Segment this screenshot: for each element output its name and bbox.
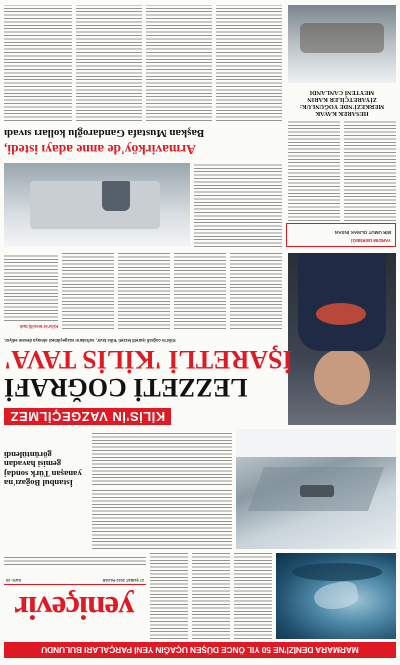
seabed-article: [150, 553, 272, 639]
hesarek-headline: HESAREK KAVAK MERKEZİ'NDE YOĞUNLUK: ZİYARETÇİLER KARIN MEYTENİ CANLANDI: [299, 89, 385, 117]
bosphorus-article: [4, 429, 232, 549]
top-banner-headline: MARMARA DENİZİ'NE 50 YIL ÖNCE DÜŞEN UÇAĞIN YENİ PARÇALARI BULUNDU: [41, 645, 359, 655]
main-story: [4, 253, 396, 425]
hesarek-photo: [288, 5, 396, 83]
main-headline-line1: LEZZETİ COĞRAFİ: [4, 373, 248, 402]
rescue-photo: [4, 163, 190, 247]
bosphorus-headline: İstanbul Boğazı'na yanaşan Türk sondaj gemisi havadan görüntülendi: [4, 449, 82, 488]
masthead-issue: SAYI: 20: [6, 578, 22, 582]
seabed-photo: [276, 553, 396, 639]
masthead: [4, 569, 146, 639]
drillship-aerial-photo: [236, 429, 396, 549]
rescue-subhead: Başkan Mustafa Gandaroğlu kolları sıvadı: [4, 127, 205, 139]
masthead-date: 27 ŞUBAT 2022 PAZAR: [102, 578, 144, 582]
rescue-headline: Armavirköy'de anne adayı istedi,: [4, 142, 197, 157]
rescue-story: [4, 5, 282, 247]
main-sidebar-head: Kilis'in tescilli tadı: [19, 324, 58, 329]
footer-contact: BİR UMUT OLMAK İNSAN: [334, 230, 391, 235]
chef-photo: [288, 253, 396, 425]
main-deck: Kilis'in coğrafi işaretli lezzeti 'Kilis tava', sofraların vazgeçilmezi olmaya devam ediyor.: [4, 338, 176, 343]
main-kicker: KİLİS'İN VAZGEÇİLMEZ: [4, 408, 171, 425]
main-body: [4, 253, 282, 329]
footer-label: YARDIM DERNEĞİ: [351, 238, 391, 243]
hesarek-story: [288, 5, 396, 221]
main-headline-line2: İŞARETLİ 'KİLİS TAVA': [4, 345, 293, 374]
footer-ad: [286, 223, 396, 247]
top-banner: [4, 642, 396, 658]
masthead-logo: yeniçevir: [15, 589, 135, 625]
